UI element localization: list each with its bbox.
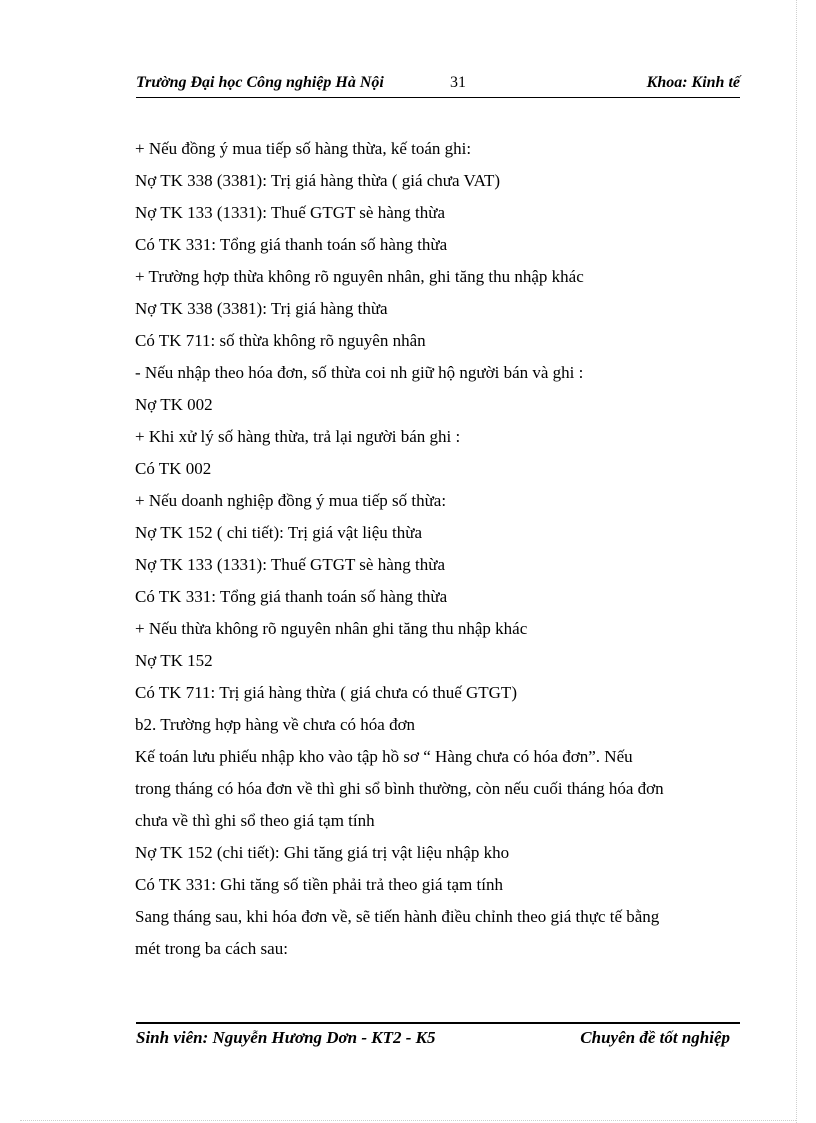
body-line: Có TK 331: Tổng giá thanh toán số hàng thừa [135, 587, 448, 606]
body-line: + Khi xử lý số hàng thừa, trả lại người bán ghi : [135, 427, 461, 446]
document-body [135, 133, 741, 965]
body-line: mét trong ba cách sau: [135, 939, 288, 958]
page-header [136, 74, 740, 96]
body-line: Nợ TK 338 (3381): Trị giá hàng thừa [135, 299, 388, 318]
body-line: + Nếu đồng ý mua tiếp số hàng thừa, kế toán ghi: [135, 139, 472, 158]
body-line: Nợ TK 152 [135, 651, 213, 670]
section-heading-b2: b2. Trường hợp hàng về chưa có hóa đơn [135, 715, 416, 734]
body-line: Có TK 331: Tổng giá thanh toán số hàng thừa [135, 235, 448, 254]
body-line: Có TK 711: số thừa không rõ nguyên nhân [135, 331, 426, 350]
body-line: Có TK 002 [135, 459, 212, 478]
body-line: Nợ TK 152 (chi tiết): Ghi tăng giá trị vật liệu nhập kho [135, 843, 510, 862]
footer-student-name: Sinh viên: Nguyễn Hương Dơn - KT2 - K5 [136, 1028, 436, 1047]
body-line: Nợ TK 002 [135, 395, 213, 414]
body-line: Sang tháng sau, khi hóa đơn về, sẽ tiến hành điều chỉnh theo giá thực tế bằng [135, 907, 660, 926]
body-line: trong tháng có hóa đơn về thì ghi sổ bình thường, còn nếu cuối tháng hóa đơn [135, 779, 664, 798]
body-line: - Nếu nhập theo hóa đơn, số thừa coi nh giữ hộ người bán và ghi : [135, 363, 584, 382]
body-line: Có TK 711: Trị giá hàng thừa ( giá chưa có thuế GTGT) [135, 683, 517, 702]
body-line: Nợ TK 338 (3381): Trị giá hàng thừa ( giá chưa VAT) [135, 171, 501, 190]
header-school-name: Trường Đại học Công nghiệp Hà Nội [136, 74, 384, 91]
header-page-number: 31 [450, 74, 466, 91]
body-line: Nợ TK 133 (1331): Thuế GTGT sè hàng thừa [135, 555, 445, 574]
body-line: Có TK 331: Ghi tăng số tiền phải trả theo giá tạm tính [135, 875, 503, 894]
header-faculty: Khoa: Kinh tế [646, 74, 740, 91]
page-border-bottom [20, 1120, 796, 1121]
body-line: + Nếu thừa không rõ nguyên nhân ghi tăng thu nhập khác [135, 619, 528, 638]
body-line: Kế toán lưu phiếu nhập kho vào tập hồ sơ “ Hàng chưa có hóa đơn”. Nếu [135, 747, 633, 766]
body-line: Nợ TK 133 (1331): Thuế GTGT sè hàng thừa [135, 203, 445, 222]
page-footer [136, 1028, 740, 1052]
body-line: Nợ TK 152 ( chi tiết): Trị giá vật liệu thừa [135, 523, 423, 542]
body-line: + Nếu doanh nghiệp đồng ý mua tiếp số thừa: [135, 491, 447, 510]
header-divider [136, 97, 740, 98]
footer-thesis-title: Chuyên đề tốt nghiệp [580, 1028, 730, 1047]
body-line: + Trường hợp thừa không rõ nguyên nhân, ghi tăng thu nhập khác [135, 267, 584, 286]
footer-divider [136, 1022, 740, 1024]
body-line: chưa về thì ghi sổ theo giá tạm tính [135, 811, 375, 830]
page-border-right [796, 0, 797, 1123]
